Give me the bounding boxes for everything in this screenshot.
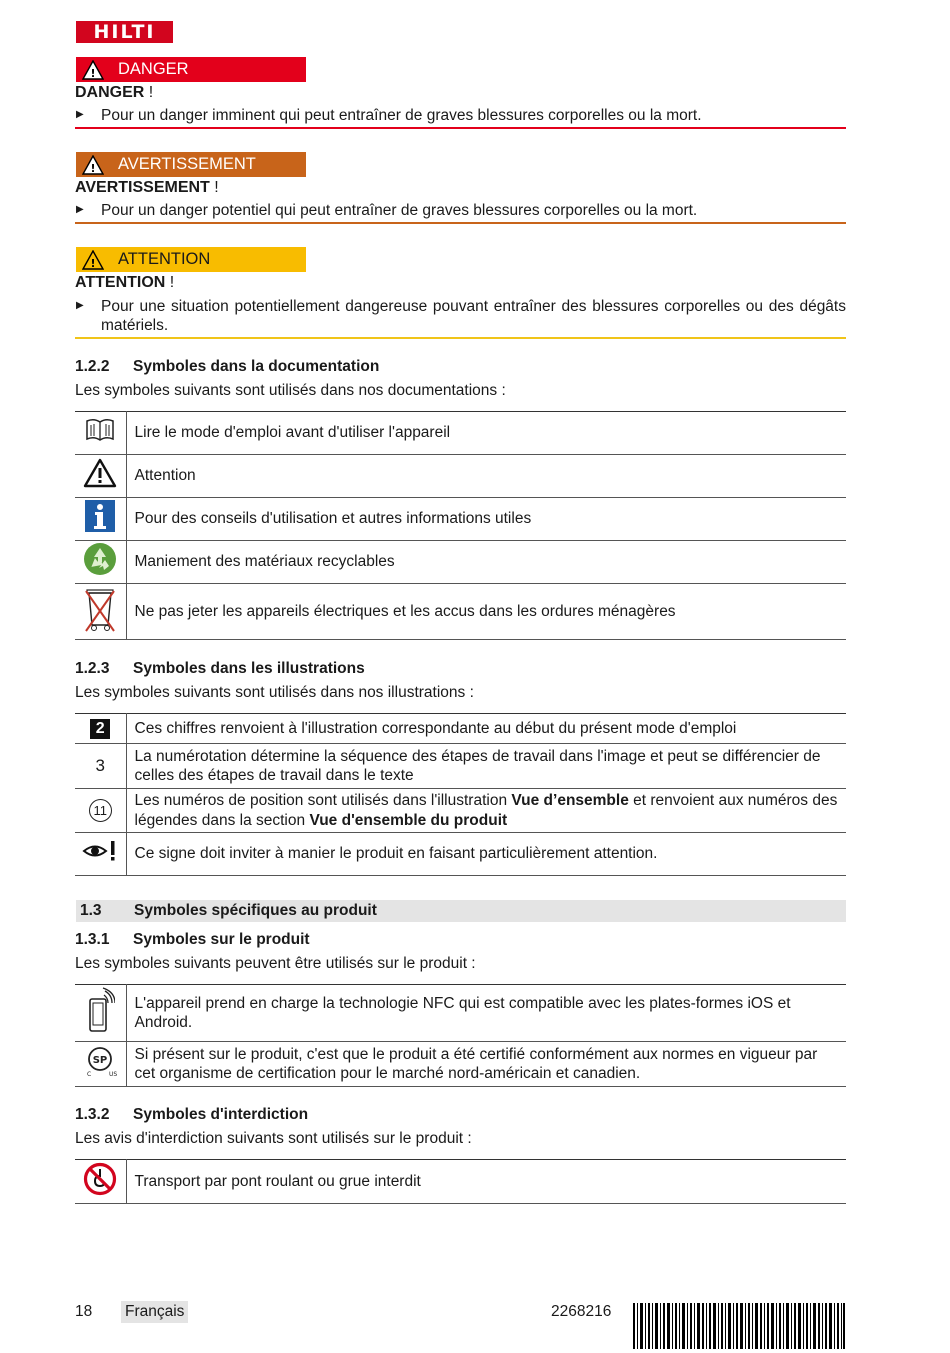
warning-signal-word: AVERTISSEMENT ! [75,179,219,196]
hilti-logo: HILTI [76,21,173,43]
product-symbols-table [75,984,846,1087]
section-heading-1-2-2: 1.2.2 Symboles dans la documentation [75,358,380,375]
table-row [75,985,846,1042]
warning-triangle-icon [75,455,126,498]
section-intro: Les symboles suivants sont utilisés dans nos documentations : [75,382,506,399]
table-cell: Pour des conseils d'utilisation et autres informations utiles [126,498,846,541]
warning-triangle-icon [82,60,104,80]
table-cell: Ce signe doit inviter à manier le produit en faisant particulièrement attention. [126,833,846,876]
doc-symbols-table [75,411,846,640]
caution-banner [76,247,306,272]
section-heading-1-2-3: 1.2.3 Symboles dans les illustrations [75,660,365,677]
table-cell: Ces chiffres renvoient à l'illustration correspondante au début du présent mode d'emploi [126,714,846,744]
section-heading-1-3: 1.3 Symboles spécifiques au produit [76,900,846,922]
svg-text:SP: SP [92,1055,108,1067]
table-row [75,412,846,455]
warning-banner-label: AVERTISSEMENT [118,155,256,173]
no-crane-transport-icon [75,1160,126,1204]
table-row [75,1160,846,1204]
table-row [75,498,846,541]
table-row [75,833,846,876]
caution-text: Pour une situation potentiellement dangereuse pouvant entraîner des blessures corporelles ou des dégâts matériels. [101,298,846,334]
table-cell: Lire le mode d'emploi avant d'utiliser l'appareil [126,412,846,455]
danger-divider [75,127,846,129]
table-cell: Attention [126,455,846,498]
table-row [75,455,846,498]
caution-bullet: ▶ Pour une situation potentiellement dangereuse pouvant entraîner des blessures corporelles ou des dégâts matériels. [76,298,846,334]
danger-banner-label: DANGER [118,60,189,78]
svg-text:US: US [109,1071,118,1079]
recycle-icon [75,541,126,584]
svg-text:!: ! [90,67,96,80]
warning-bullet: ▶ Pour un danger potentiel qui peut entraîner de graves blessures corporelles ou la mort. [76,201,846,220]
danger-bullet: ▶ Pour un danger imminent qui peut entraîner de graves blessures corporelles ou la mort. [76,106,846,125]
table-cell: Si présent sur le produit, c'est que le produit a été certifié conformément aux normes en vigueur par cet organisme de certification pour le marché nord-américain et canadien. [126,1042,846,1087]
table-row [75,789,846,833]
page-number: 18 [75,1303,93,1320]
table-row [75,714,846,744]
warning-divider [75,222,846,224]
info-icon [75,498,126,541]
csa-certification-icon [75,1042,126,1087]
eye-attention-icon [75,833,126,876]
danger-signal-word: DANGER ! [75,84,154,101]
section-intro: Les symboles suivants sont utilisés dans nos illustrations : [75,684,474,701]
table-row [75,1042,846,1087]
section-heading-1-3-1: 1.3.1 Symboles sur le produit [75,931,310,948]
warning-banner [76,152,306,177]
language-label: Français [121,1301,188,1323]
caution-signal-word: ATTENTION ! [75,274,175,291]
step-number-icon: 3 [75,744,126,789]
prohibition-symbols-table [75,1159,846,1204]
table-row [75,584,846,640]
caution-banner-label: ATTENTION [118,250,211,268]
table-cell: La numérotation détermine la séquence des étapes de travail dans l'image et peut se différencier de celles des étapes de travail dans le texte [126,744,846,789]
document-number: 2268216 [551,1303,612,1320]
illustration-symbols-table [75,713,846,876]
table-row [75,541,846,584]
svg-text:!: ! [90,162,96,175]
warning-text: Pour un danger potentiel qui peut entraîner de graves blessures corporelles ou la mort. [101,202,698,219]
caution-divider [75,337,846,339]
warning-triangle-icon [82,155,104,175]
barcode-icon [633,1303,845,1349]
nfc-phone-icon [75,985,126,1042]
table-cell: Maniement des matériaux recyclables [126,541,846,584]
section-intro: Les avis d'interdiction suivants sont utilisés sur le produit : [75,1130,472,1147]
manual-book-icon [75,412,126,455]
figure-number-icon: 2 [75,714,126,744]
svg-text:C: C [87,1071,92,1079]
table-cell: Les numéros de position sont utilisés dans l'illustration Vue d’ensemble et renvoient aux numéros des légendes dans la section Vue d'ensemble du produit [126,789,846,833]
section-intro: Les symboles suivants peuvent être utilisés sur le produit : [75,955,476,972]
table-row [75,744,846,789]
crossed-bin-icon [75,584,126,640]
danger-banner [76,57,306,82]
table-cell: L'appareil prend en charge la technologie NFC qui est compatible avec les plates-formes iOS et Android. [126,985,846,1042]
table-cell: Ne pas jeter les appareils électriques et les accus dans les ordures ménagères [126,584,846,640]
section-heading-1-3-2: 1.3.2 Symboles d'interdiction [75,1106,309,1123]
danger-text: Pour un danger imminent qui peut entraîner de graves blessures corporelles ou la mort. [101,107,702,124]
svg-text:!: ! [90,257,96,270]
warning-triangle-icon [82,250,104,270]
position-number-icon: 11 [75,789,126,833]
table-cell: Transport par pont roulant ou grue interdit [126,1160,846,1204]
